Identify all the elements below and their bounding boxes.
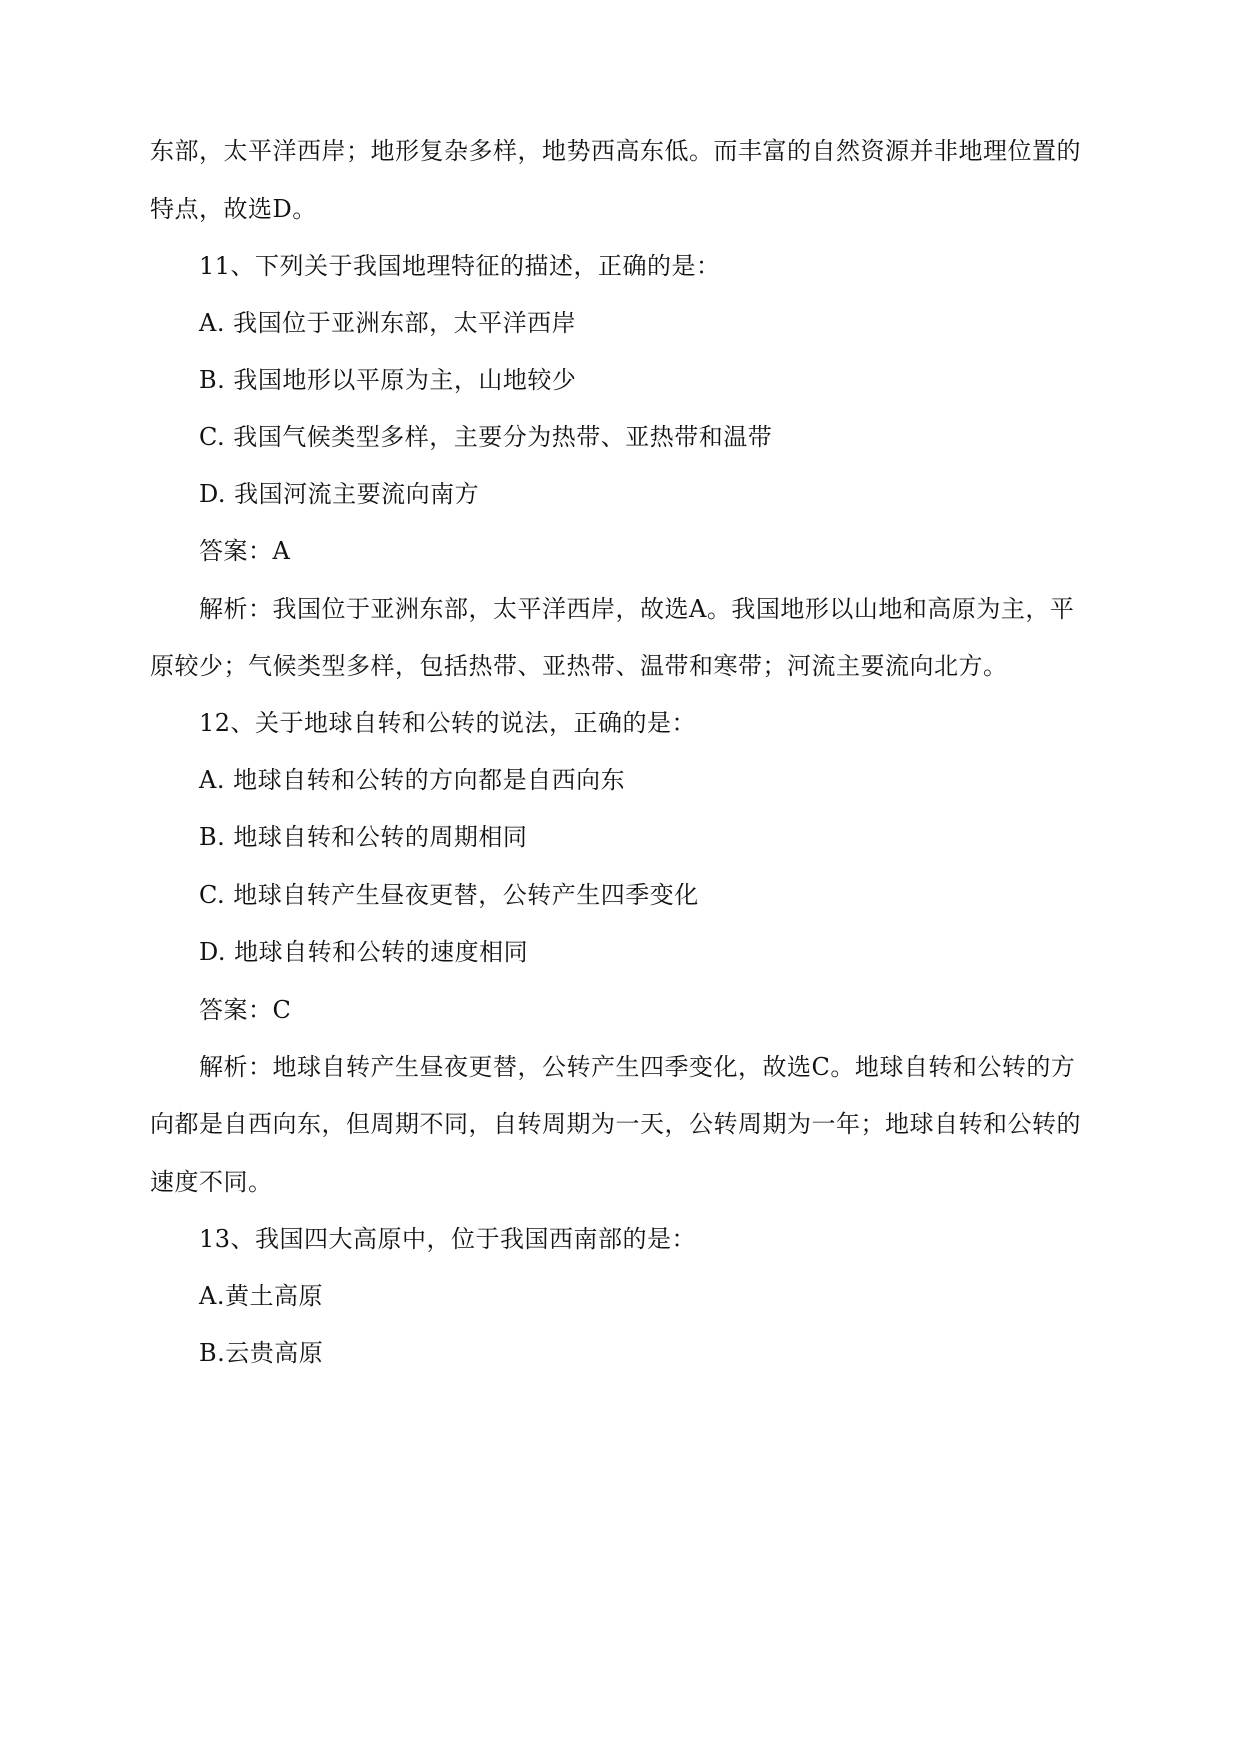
question-12-option-d: D. 地球自转和公转的速度相同 [199, 938, 529, 966]
question-12-explanation-line-1: 解析：地球自转产生昼夜更替，公转产生四季变化，故选C。地球自转和公转的方 [199, 1053, 1076, 1081]
question-12-explanation-line-3: 速度不同。 [150, 1168, 273, 1196]
question-11-explanation-line-2: 原较少；气候类型多样，包括热带、亚热带、温带和寒带；河流主要流向北方。 [150, 652, 1008, 680]
question-11-explanation-line-1: 解析：我国位于亚洲东部，太平洋西岸，故选A。我国地形以山地和高原为主，平 [199, 595, 1075, 623]
question-11-stem: 11、下列关于我国地理特征的描述，正确的是： [199, 252, 721, 280]
prev-explanation-line-2: 特点，故选D。 [150, 195, 317, 223]
question-13-stem: 13、我国四大高原中，位于我国西南部的是： [199, 1225, 697, 1253]
prev-explanation-line-1: 东部，太平洋西岸；地形复杂多样，地势西高东低。而丰富的自然资源并非地理位置的 [150, 137, 1081, 165]
question-12-explanation-line-2: 向都是自西向东，但周期不同，自转周期为一天，公转周期为一年；地球自转和公转的 [150, 1110, 1081, 1138]
question-13-option-a: A.黄土高原 [199, 1282, 323, 1310]
question-11-option-b: B. 我国地形以平原为主，山地较少 [199, 366, 577, 394]
question-11-option-a: A. 我国位于亚洲东部，太平洋西岸 [199, 309, 577, 337]
question-12-option-c: C. 地球自转产生昼夜更替，公转产生四季变化 [199, 881, 699, 909]
question-12-stem: 12、关于地球自转和公转的说法，正确的是： [199, 709, 697, 737]
question-12-answer: 答案：C [199, 996, 292, 1024]
question-11-answer: 答案：A [199, 537, 291, 565]
question-12-option-b: B. 地球自转和公转的周期相同 [199, 823, 528, 851]
question-13-option-b: B.云贵高原 [199, 1339, 324, 1367]
question-11-option-d: D. 我国河流主要流向南方 [199, 480, 480, 508]
question-11-option-c: C. 我国气候类型多样，主要分为热带、亚热带和温带 [199, 423, 773, 451]
question-12-option-a: A. 地球自转和公转的方向都是自西向东 [199, 766, 626, 794]
